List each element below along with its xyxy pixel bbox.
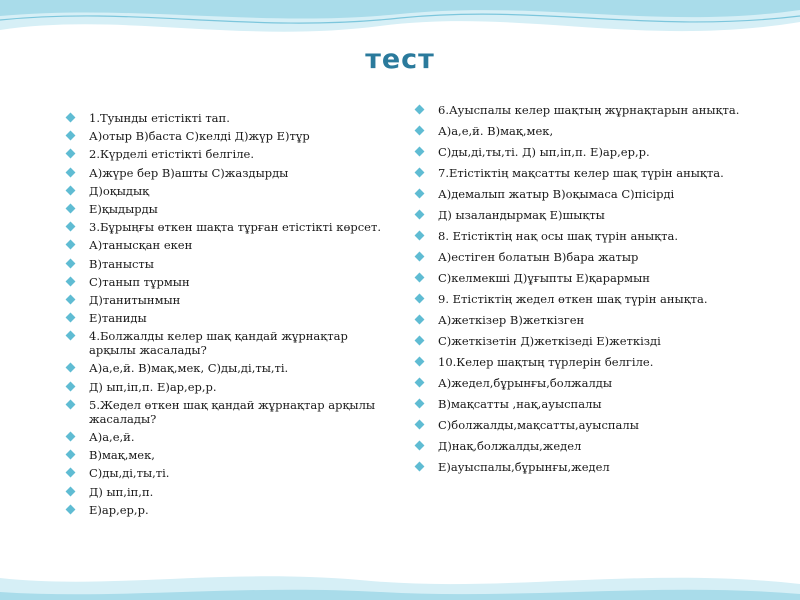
list-item: [415, 103, 765, 117]
list-item-text: А)а,е,й. В)мақ,мек, С)ды,ді,ты,ті.: [89, 361, 289, 376]
bullet-icon: [66, 468, 76, 478]
bullet-icon: [415, 420, 425, 430]
list-item-text: А)жедел,бұрынғы,болжалды: [438, 376, 612, 390]
list-item: [415, 145, 765, 159]
list-item-text: Д)танитынмын: [89, 292, 181, 307]
list-item-text: А)жеткізер В)жеткізген: [438, 313, 585, 327]
bullet-icon: [415, 168, 425, 178]
list-item-text: С)ды,ді,ты,ті. Д) ып,іп,п. Е)ар,ер,р.: [438, 145, 650, 159]
list-item: [66, 448, 396, 462]
bullet-icon: [415, 231, 425, 241]
list-item-text: А)жүре бер В)ашты С)жаздырды: [89, 165, 289, 180]
bullet-icon: [66, 113, 76, 123]
list-item-text: С)ды,ді,ты,ті.: [89, 466, 170, 481]
list-item: [66, 184, 396, 198]
list-item-text: Е)ар,ер,р.: [89, 502, 149, 517]
list-item-text: С)келмекші Д)ұғыпты Е)қарармын: [438, 271, 650, 285]
list-item-text: 3.Бұрыңғы өткен шақта тұрған етістікті көрсет.: [89, 220, 381, 235]
bullet-icon: [415, 189, 425, 199]
list-item: [66, 430, 396, 444]
bullet-icon: [66, 203, 76, 213]
list-item: [415, 271, 765, 285]
decorative-wave-bottom: [0, 560, 800, 600]
list-item: [66, 166, 396, 180]
bullet-icon: [66, 363, 76, 373]
list-item-text: Д)нақ,болжалды,жедел: [438, 439, 582, 453]
list-item: [415, 292, 765, 306]
bullet-icon: [66, 131, 76, 141]
list-item-text: Д) ып,іп,п. Е)ар,ер,р.: [89, 379, 217, 394]
bullet-icon: [66, 258, 76, 268]
list-item: [415, 439, 765, 453]
list-item-text: А)отыр В)баста С)келді Д)жүр Е)тұр: [89, 129, 310, 144]
list-item: [66, 129, 396, 143]
list-item: [415, 229, 765, 243]
list-item-text: В)мақ,мек,: [89, 448, 155, 463]
list-item: [415, 460, 765, 474]
bullet-icon: [415, 315, 425, 325]
slide-title: тест: [365, 44, 435, 75]
list-item: [415, 418, 765, 432]
list-item-text: С)жеткізетін Д)жеткізеді Е)жеткізді: [438, 334, 661, 348]
bullet-icon: [415, 336, 425, 346]
list-item: [66, 111, 396, 125]
list-item: [415, 166, 765, 180]
list-item: [66, 238, 396, 252]
list-item-text: Е)таниды: [89, 311, 147, 326]
list-item-text: Д) ызаландырмақ Е)шықты: [438, 208, 605, 222]
list-item-text: 5.Жедел өткен шақ қандай жұрнақтар арқылы жасалады?: [89, 397, 376, 426]
bullet-icon: [66, 450, 76, 460]
list-item-text: 7.Етістіктің мақсатты келер шақ түрін анықта.: [438, 166, 724, 180]
bullet-icon: [415, 462, 425, 472]
bullet-icon: [66, 167, 76, 177]
bullet-icon: [66, 313, 76, 323]
list-item-text: 1.Туынды етістікті тап.: [89, 111, 230, 125]
list-item-text: 6.Ауыспалы келер шақтың жұрнақтарын анықта.: [438, 103, 740, 117]
list-item-text: 4.Болжалды келер шақ қандай жұрнақтар арқылы жасалады?: [89, 329, 348, 358]
list-item-text: 10.Келер шақтың түрлерін белгіле.: [438, 355, 654, 369]
bullet-icon: [66, 149, 76, 159]
list-item: [66, 466, 396, 480]
list-item: [66, 311, 396, 325]
list-item: [415, 313, 765, 327]
list-item-text: 9. Етістіктің жедел өткен шақ түрін анықта.: [438, 292, 708, 306]
bullet-icon: [66, 185, 76, 195]
list-item-text: 2.Күрделі етістікті белгіле.: [89, 147, 254, 162]
bullet-icon: [66, 222, 76, 232]
list-item: [415, 334, 765, 348]
list-item-text: А)а,е,й. В)мақ,мек,: [438, 124, 554, 138]
bullet-icon: [415, 378, 425, 388]
bullet-icon: [66, 399, 76, 409]
list-item: [66, 398, 396, 426]
list-item-text: 8. Етістіктің нақ осы шақ түрін анықта.: [438, 229, 679, 243]
list-item: [66, 329, 396, 357]
list-item: [415, 376, 765, 390]
bullet-icon: [415, 105, 425, 115]
list-item: [415, 124, 765, 138]
list-item: [66, 257, 396, 271]
list-item-text: С)танып тұрмын: [89, 274, 190, 289]
list-item-text: А)а,е,й.: [89, 430, 135, 444]
list-item: [415, 250, 765, 264]
right-question-column: [415, 103, 765, 481]
list-item-text: С)болжалды,мақсатты,ауыспалы: [438, 418, 639, 432]
bullet-icon: [66, 504, 76, 514]
bullet-icon: [66, 240, 76, 250]
list-item: [415, 397, 765, 411]
bullet-icon: [415, 399, 425, 409]
bullet-icon: [66, 486, 76, 496]
list-item: [415, 187, 765, 201]
list-item-text: В)мақсатты ,нақ,ауыспалы: [438, 397, 602, 411]
list-item: [66, 503, 396, 517]
list-item: [415, 208, 765, 222]
list-item: [66, 293, 396, 307]
list-item: [66, 202, 396, 216]
list-item: [66, 361, 396, 375]
list-item-text: Е)ауыспалы,бұрынғы,жедел: [438, 460, 610, 474]
list-item-text: А)демалып жатыр В)оқымаса С)пісірді: [438, 187, 675, 201]
list-item-text: А)танысқан екен: [89, 238, 193, 253]
bullet-icon: [415, 273, 425, 283]
list-item: [66, 220, 396, 234]
list-item: [66, 147, 396, 161]
bullet-icon: [66, 432, 76, 442]
list-item: [66, 275, 396, 289]
list-item: [415, 355, 765, 369]
list-item-text: А)естіген болатын В)бара жатыр: [438, 250, 639, 264]
bullet-icon: [66, 381, 76, 391]
list-item: [66, 380, 396, 394]
list-item-text: Е)қыдырды: [89, 201, 158, 216]
bullet-icon: [415, 252, 425, 262]
list-item: [66, 485, 396, 499]
bullet-icon: [415, 147, 425, 157]
list-item-text: Д) ып,іп,п.: [89, 484, 154, 499]
left-question-column: [66, 111, 396, 521]
bullet-icon: [66, 294, 76, 304]
list-item-text: В)танысты: [89, 256, 154, 271]
bullet-icon: [415, 126, 425, 136]
bullet-icon: [66, 331, 76, 341]
bullet-icon: [415, 210, 425, 220]
list-item-text: Д)оқыдық: [89, 183, 150, 198]
bullet-icon: [66, 276, 76, 286]
bullet-icon: [415, 441, 425, 451]
bullet-icon: [415, 294, 425, 304]
bullet-icon: [415, 357, 425, 367]
